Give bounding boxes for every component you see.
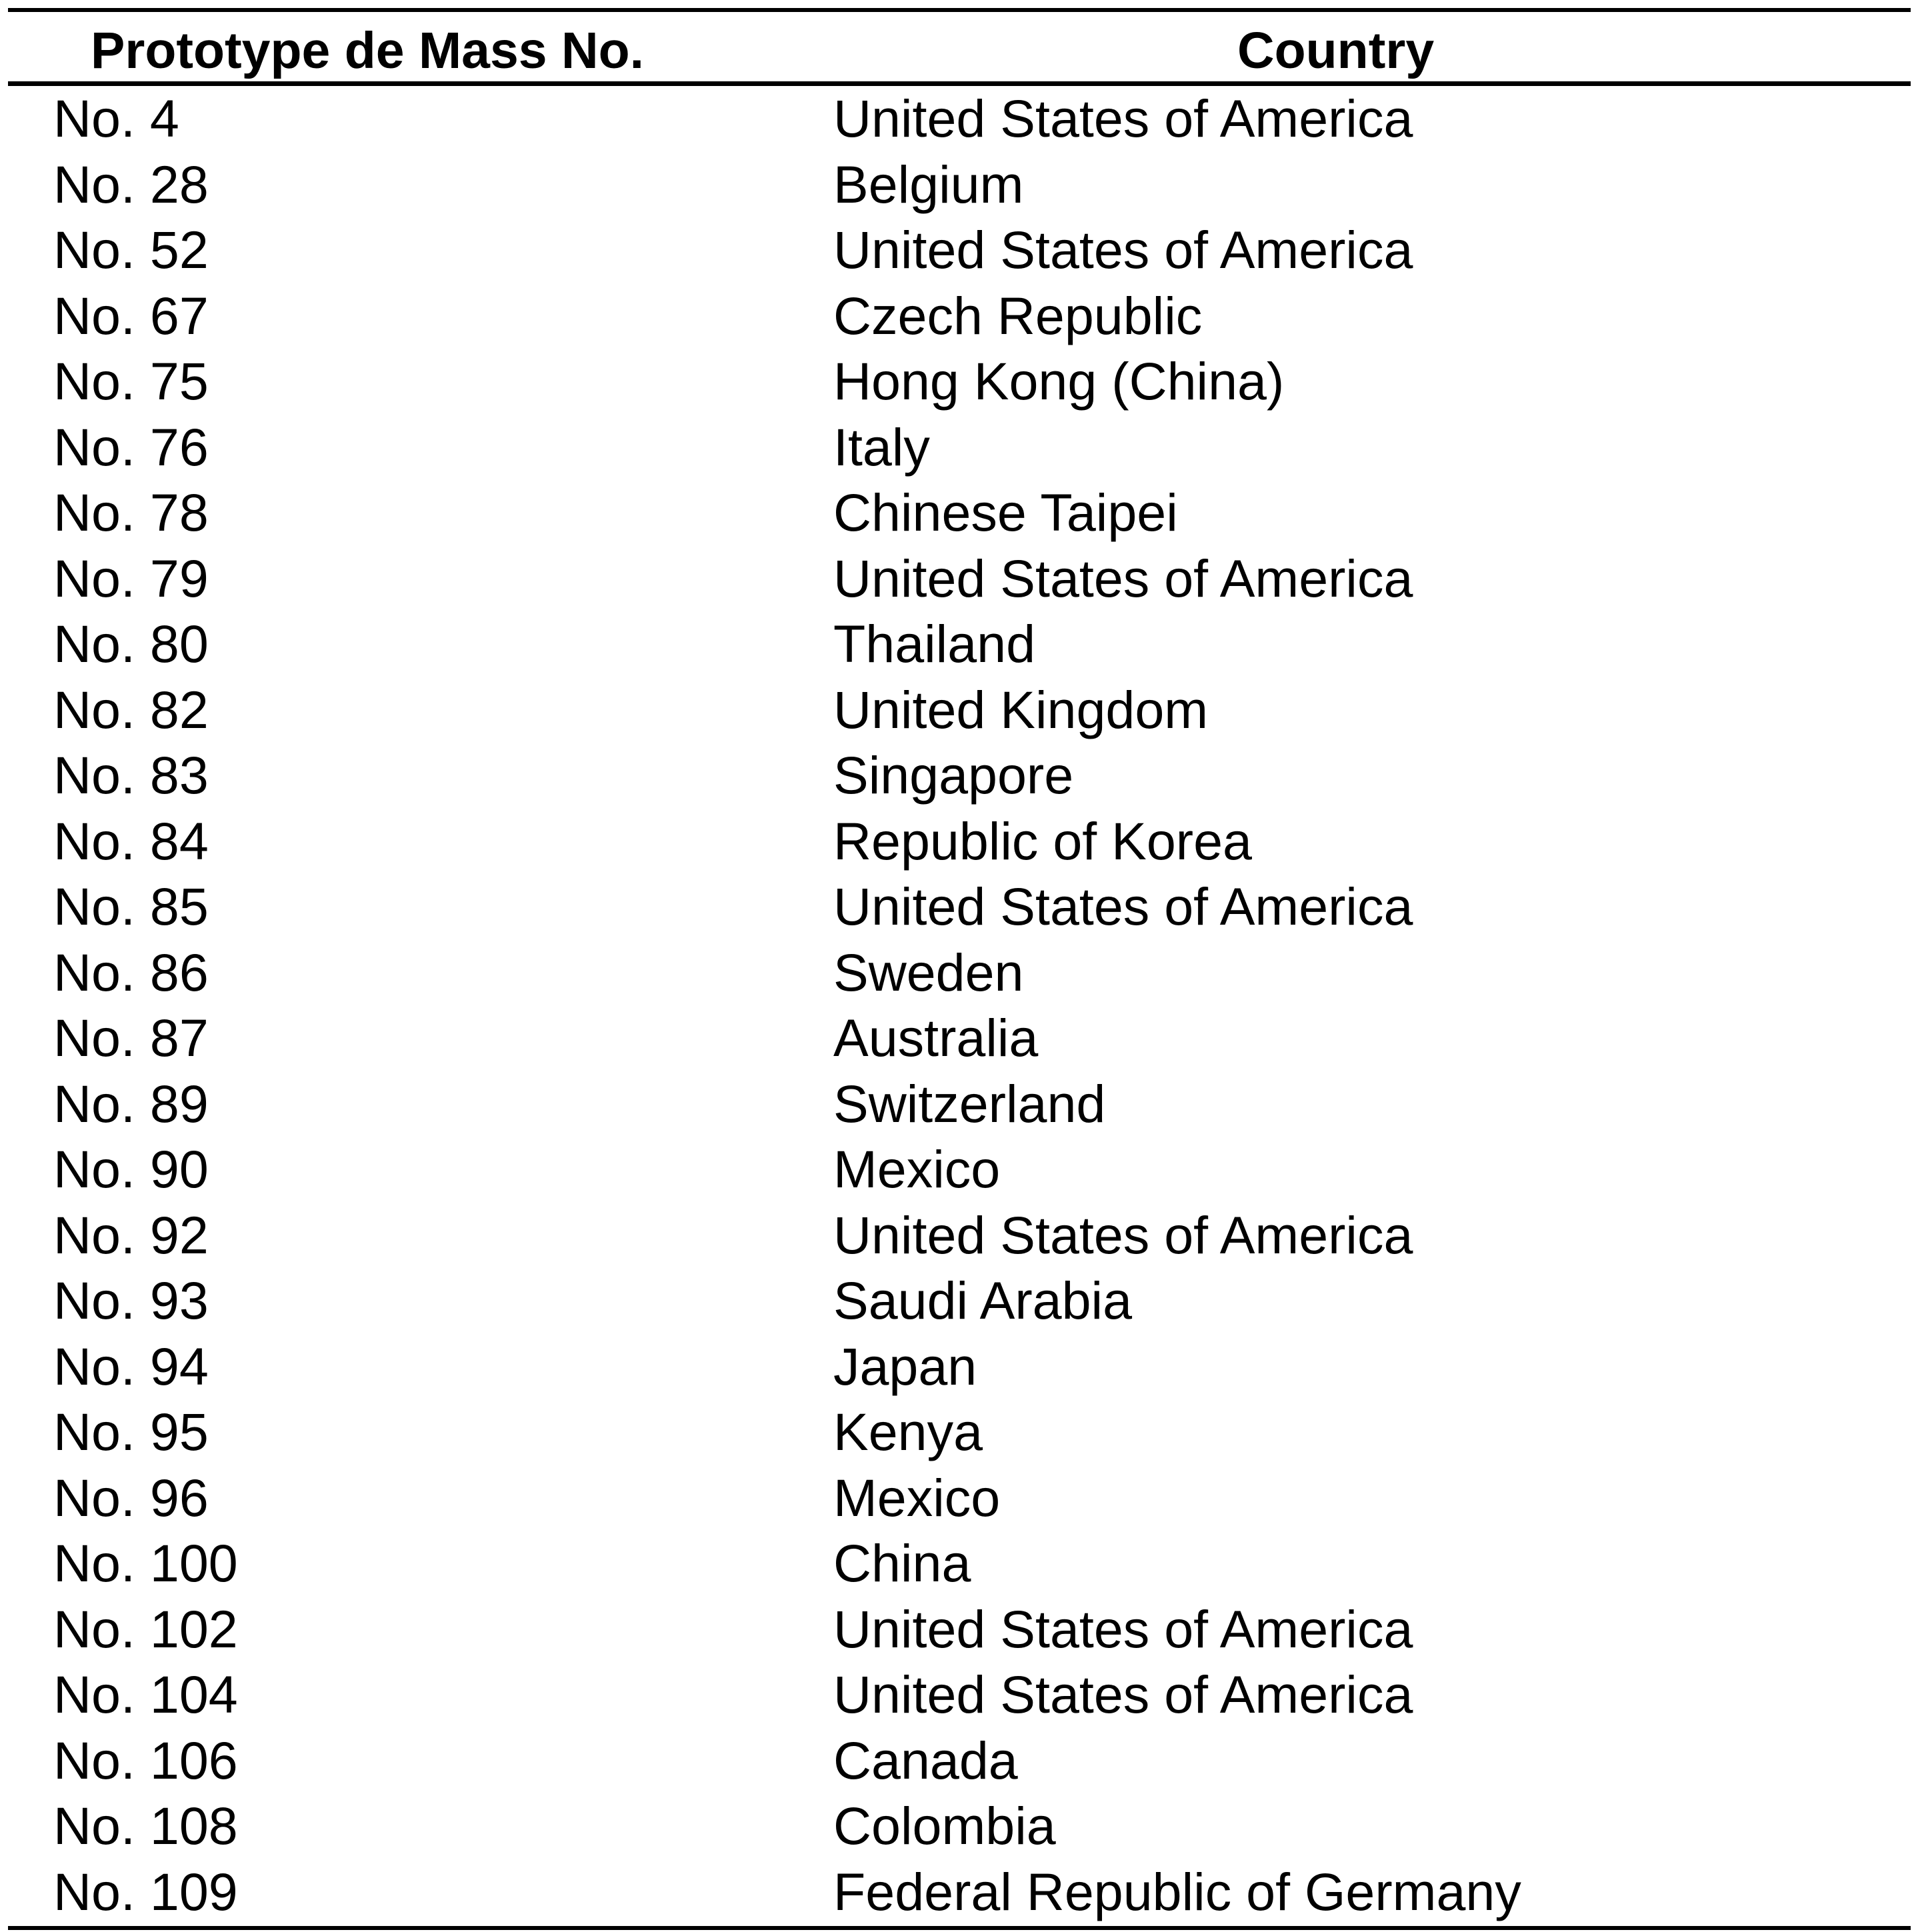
prototype-number-cell: No. 104 — [53, 1665, 238, 1724]
prototype-country-table — [8, 8, 1911, 1930]
prototype-number-cell: No. 109 — [53, 1861, 238, 1921]
prototype-number-cell: No. 78 — [53, 483, 209, 542]
country-cell: Republic of Korea — [833, 811, 1252, 871]
table-row — [8, 809, 1911, 875]
table-row — [8, 1793, 1911, 1859]
header-prototype: Prototype de Mass No. — [91, 22, 645, 79]
table-row — [8, 283, 1911, 349]
table-row — [8, 1859, 1911, 1925]
prototype-number-cell: No. 93 — [53, 1271, 209, 1330]
table-row — [8, 1334, 1911, 1400]
prototype-number-cell: No. 80 — [53, 614, 209, 673]
prototype-number-cell: No. 82 — [53, 679, 209, 739]
prototype-number-cell: No. 95 — [53, 1402, 209, 1461]
country-cell: Federal Republic of Germany — [833, 1861, 1521, 1921]
table-header-rule — [8, 81, 1911, 86]
table-row — [8, 1399, 1911, 1465]
table-row — [8, 611, 1911, 677]
table-row — [8, 1203, 1911, 1269]
country-cell: United States of America — [833, 877, 1413, 936]
country-cell: Mexico — [833, 1139, 1001, 1199]
country-cell: United States of America — [833, 89, 1413, 148]
prototype-number-cell: No. 86 — [53, 942, 209, 1002]
country-cell: Italy — [833, 417, 930, 477]
country-cell: Saudi Arabia — [833, 1271, 1133, 1330]
table-row — [8, 1465, 1911, 1531]
table-bottom-rule — [8, 1926, 1911, 1930]
prototype-number-cell: No. 96 — [53, 1467, 209, 1527]
table-row — [8, 1268, 1911, 1334]
table-row — [8, 1662, 1911, 1728]
prototype-number-cell: No. 102 — [53, 1599, 238, 1659]
prototype-number-cell: No. 85 — [53, 877, 209, 936]
prototype-number-cell: No. 90 — [53, 1139, 209, 1199]
table-row — [8, 1728, 1911, 1794]
prototype-number-cell: No. 67 — [53, 285, 209, 345]
table-row — [8, 743, 1911, 809]
country-cell: United States of America — [833, 548, 1413, 608]
prototype-number-cell: No. 84 — [53, 811, 209, 871]
country-cell: Canada — [833, 1730, 1018, 1790]
country-cell: Mexico — [833, 1467, 1001, 1527]
country-cell: Kenya — [833, 1402, 983, 1461]
prototype-number-cell: No. 75 — [53, 351, 209, 411]
country-cell: Sweden — [833, 942, 1024, 1002]
table-row — [8, 152, 1911, 218]
country-cell: China — [833, 1533, 971, 1593]
table-row — [8, 546, 1911, 612]
table-row — [8, 480, 1911, 546]
table-body — [8, 86, 1911, 1925]
table-row — [8, 217, 1911, 283]
country-cell: Czech Republic — [833, 285, 1203, 345]
prototype-number-cell: No. 76 — [53, 417, 209, 477]
prototype-number-cell: No. 89 — [53, 1073, 209, 1133]
country-cell: Colombia — [833, 1796, 1056, 1855]
table-row — [8, 1071, 1911, 1137]
country-cell: Japan — [833, 1336, 977, 1396]
country-cell: United States of America — [833, 1205, 1413, 1265]
prototype-number-cell: No. 106 — [53, 1730, 238, 1790]
prototype-number-cell: No. 79 — [53, 548, 209, 608]
prototype-number-cell: No. 28 — [53, 154, 209, 214]
prototype-number-cell: No. 94 — [53, 1336, 209, 1396]
table-row — [8, 940, 1911, 1006]
prototype-number-cell: No. 108 — [53, 1796, 238, 1855]
table-row — [8, 677, 1911, 743]
table-row — [8, 1531, 1911, 1597]
table-row — [8, 1597, 1911, 1663]
table-row — [8, 349, 1911, 415]
table-row — [8, 874, 1911, 940]
country-cell: Singapore — [833, 745, 1074, 805]
country-cell: Thailand — [833, 614, 1036, 673]
country-cell: United States of America — [833, 220, 1413, 279]
header-country: Country — [1237, 22, 1435, 79]
table-row — [8, 1005, 1911, 1071]
country-cell: Belgium — [833, 154, 1024, 214]
prototype-number-cell: No. 52 — [53, 220, 209, 279]
country-cell: United States of America — [833, 1599, 1413, 1659]
prototype-number-cell: No. 4 — [53, 89, 179, 148]
country-cell: Chinese Taipei — [833, 483, 1178, 542]
country-cell: United Kingdom — [833, 679, 1209, 739]
country-cell: United States of America — [833, 1665, 1413, 1724]
country-cell: Switzerland — [833, 1073, 1106, 1133]
prototype-number-cell: No. 92 — [53, 1205, 209, 1265]
table-header-row — [8, 12, 1911, 81]
table-row — [8, 415, 1911, 481]
prototype-number-cell: No. 87 — [53, 1008, 209, 1067]
country-cell: Hong Kong (China) — [833, 351, 1285, 411]
table-row — [8, 86, 1911, 152]
table-row — [8, 1137, 1911, 1203]
prototype-number-cell: No. 83 — [53, 745, 209, 805]
country-cell: Australia — [833, 1008, 1039, 1067]
prototype-number-cell: No. 100 — [53, 1533, 238, 1593]
